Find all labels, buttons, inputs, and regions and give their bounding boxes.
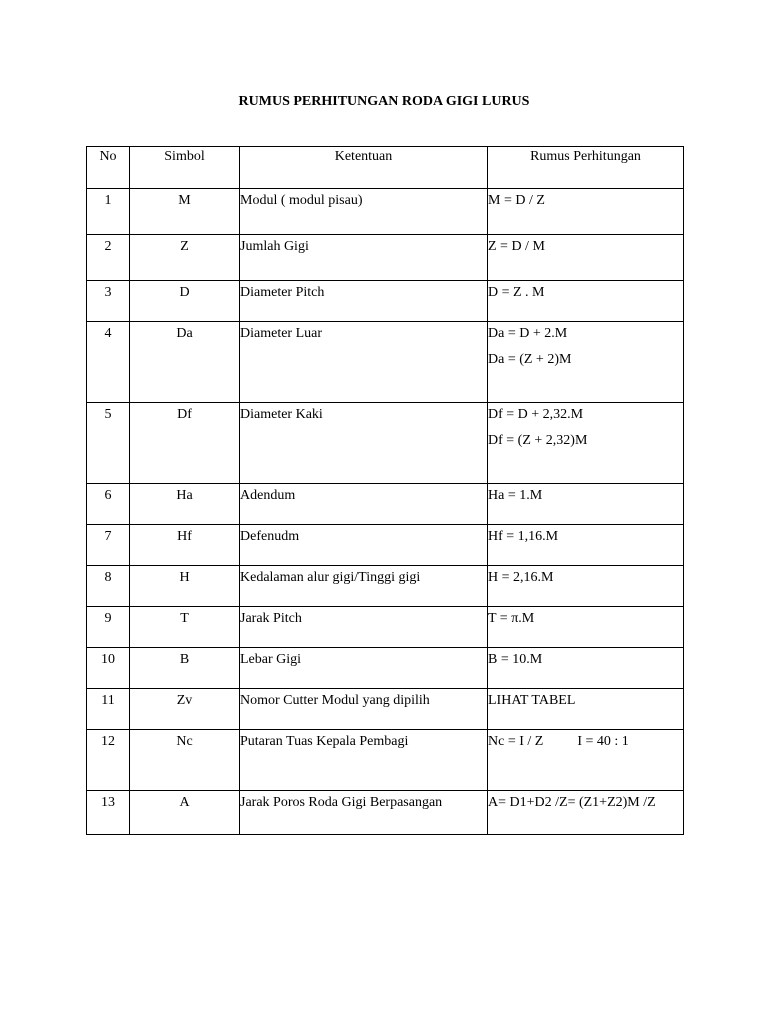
rumus-line-2: Da = (Z + 2)M: [488, 352, 572, 367]
cell-no: 9: [87, 607, 130, 648]
header-no: No: [87, 147, 130, 189]
cell-ketentuan: Adendum: [240, 484, 488, 525]
table-row: [87, 730, 684, 791]
cell-no: 8: [87, 566, 130, 607]
cell-no: 13: [87, 791, 130, 835]
cell-ketentuan: Jarak Poros Roda Gigi Berpasangan: [240, 791, 488, 835]
cell-simbol: T: [130, 607, 240, 648]
document-title: RUMUS PERHITUNGAN RODA GIGI LURUS: [238, 94, 530, 109]
table-header-row: [87, 147, 684, 189]
cell-rumus: [488, 403, 684, 484]
cell-simbol: H: [130, 566, 240, 607]
cell-no: 3: [87, 281, 130, 322]
table-row: [87, 791, 684, 835]
table-row: [87, 189, 684, 235]
header-rumus: Rumus Perhitungan: [488, 147, 684, 189]
cell-ketentuan: Jarak Pitch: [240, 607, 488, 648]
table-row: [87, 322, 684, 403]
cell-no: 6: [87, 484, 130, 525]
cell-no: 4: [87, 322, 130, 403]
cell-no: 2: [87, 235, 130, 281]
cell-simbol: Da: [130, 322, 240, 403]
cell-simbol: Hf: [130, 525, 240, 566]
cell-simbol: B: [130, 648, 240, 689]
cell-ketentuan: Modul ( modul pisau): [240, 189, 488, 235]
cell-no: 11: [87, 689, 130, 730]
cell-rumus: A= D1+D2 /Z= (Z1+Z2)M /Z: [488, 791, 684, 835]
table-row: [87, 403, 684, 484]
table-row: [87, 235, 684, 281]
cell-ketentuan: Putaran Tuas Kepala Pembagi: [240, 730, 488, 791]
rumus-extra: I = 40 : 1: [577, 734, 629, 749]
cell-simbol: Ha: [130, 484, 240, 525]
cell-no: 10: [87, 648, 130, 689]
cell-rumus: LIHAT TABEL: [488, 689, 684, 730]
cell-simbol: Z: [130, 235, 240, 281]
cell-ketentuan: Diameter Luar: [240, 322, 488, 403]
cell-rumus: Ha = 1.M: [488, 484, 684, 525]
cell-ketentuan: Kedalaman alur gigi/Tinggi gigi: [240, 566, 488, 607]
cell-ketentuan: Diameter Kaki: [240, 403, 488, 484]
table-row: [87, 607, 684, 648]
cell-rumus: H = 2,16.M: [488, 566, 684, 607]
table-row: [87, 281, 684, 322]
cell-rumus: M = D / Z: [488, 189, 684, 235]
cell-rumus: [488, 322, 684, 403]
cell-ketentuan: Jumlah Gigi: [240, 235, 488, 281]
rumus-line-2: Df = (Z + 2,32)M: [488, 433, 588, 448]
cell-simbol: A: [130, 791, 240, 835]
rumus-line-1: Df = D + 2,32.M: [488, 407, 584, 422]
header-ketentuan: Ketentuan: [240, 147, 488, 189]
cell-ketentuan: Lebar Gigi: [240, 648, 488, 689]
cell-rumus: Z = D / M: [488, 235, 684, 281]
cell-no: 7: [87, 525, 130, 566]
cell-ketentuan: Diameter Pitch: [240, 281, 488, 322]
table-row: [87, 648, 684, 689]
rumus-line-1: Da = D + 2.M: [488, 326, 568, 341]
table-row: [87, 484, 684, 525]
cell-rumus: B = 10.M: [488, 648, 684, 689]
header-simbol: Simbol: [130, 147, 240, 189]
cell-ketentuan: Nomor Cutter Modul yang dipilih: [240, 689, 488, 730]
cell-simbol: M: [130, 189, 240, 235]
cell-simbol: Df: [130, 403, 240, 484]
table-row: [87, 525, 684, 566]
cell-no: 5: [87, 403, 130, 484]
cell-simbol: D: [130, 281, 240, 322]
cell-no: 1: [87, 189, 130, 235]
cell-rumus: [488, 730, 684, 791]
cell-no: 12: [87, 730, 130, 791]
rumus-line-1: Nc = I / Z: [488, 734, 544, 749]
table-row: [87, 689, 684, 730]
cell-simbol: Zv: [130, 689, 240, 730]
cell-rumus: Hf = 1,16.M: [488, 525, 684, 566]
cell-rumus: T = π.M: [488, 607, 684, 648]
cell-simbol: Nc: [130, 730, 240, 791]
table-row: [87, 566, 684, 607]
cell-rumus: D = Z . M: [488, 281, 684, 322]
formula-table: [86, 146, 684, 835]
cell-ketentuan: Defenudm: [240, 525, 488, 566]
